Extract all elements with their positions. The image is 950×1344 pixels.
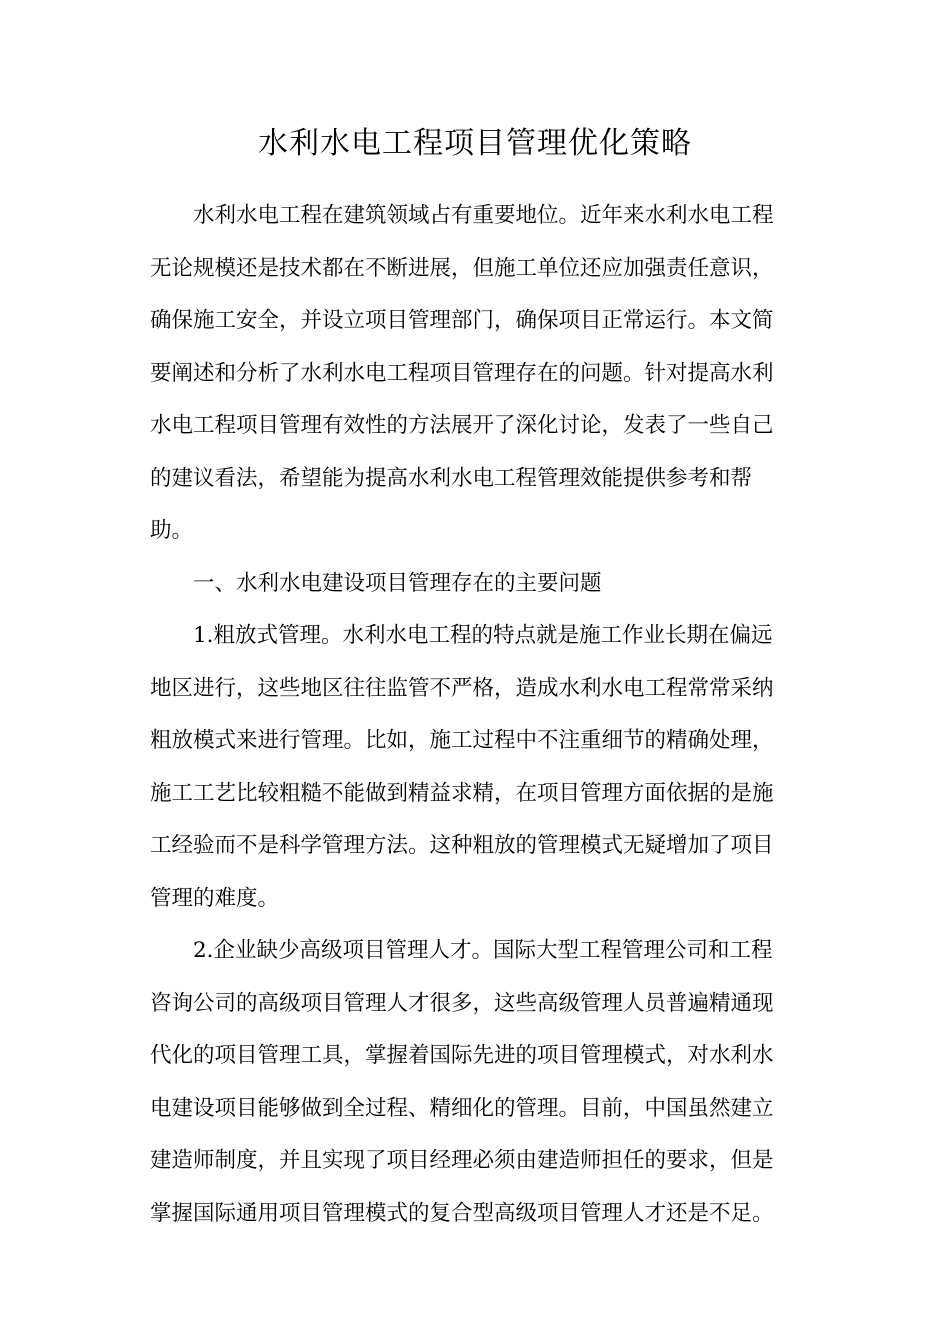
text-line: 地区进行，这些地区往往监管不严格，造成水利水电工程常常采纳 — [150, 675, 774, 701]
text-line: 咨询公司的高级项目管理人才很多，这些高级管理人员普遍精通现 — [150, 990, 774, 1016]
text-line: 工经验而不是科学管理方法。这种粗放的管理模式无疑增加了项目 — [150, 833, 774, 858]
text-line: 1.粗放式管理。水利水电工程的特点就是施工作业长期在偏远 — [193, 623, 773, 648]
text-line: 电建设项目能够做到全过程、精细化的管理。目前，中国虽然建立 — [150, 1095, 774, 1121]
item-paragraph-1 — [150, 610, 800, 925]
text-line: 助。 — [150, 518, 194, 543]
text-line: 水电工程项目管理有效性的方法展开了深化讨论，发表了一些自己 — [150, 413, 774, 438]
text-line: 2.企业缺少高级项目管理人才。国际大型工程管理公司和工程 — [193, 938, 773, 963]
text-line: 一、水利水电建设项目管理存在的主要问题 — [193, 570, 602, 596]
text-line: 确保施工安全，并设立项目管理部门，确保项目正常运行。本文简 — [150, 308, 774, 333]
text-line: 无论规模还是技术都在不断进展，但施工单位还应加强责任意识， — [150, 255, 774, 281]
text-line: 水利水电工程在建筑领域占有重要地位。近年来水利水电工程 — [193, 203, 774, 228]
item-paragraph-2 — [150, 925, 800, 1240]
text-line: 建造师制度，并且实现了项目经理必须由建造师担任的要求，但是 — [150, 1148, 774, 1173]
intro-paragraph — [150, 190, 800, 558]
text-line: 掌握国际通用项目管理模式的复合型高级项目管理人才还是不足。 — [150, 1200, 774, 1226]
text-line: 要阐述和分析了水利水电工程项目管理存在的问题。针对提高水利 — [150, 360, 774, 386]
text-line: 粗放模式来进行管理。比如，施工过程中不注重细节的精确处理， — [150, 728, 774, 753]
section-heading — [150, 558, 800, 611]
document-title: 水利水电工程项目管理优化策略 — [258, 126, 692, 161]
text-line: 施工工艺比较粗糙不能做到精益求精，在项目管理方面依据的是施 — [150, 780, 774, 806]
document-body — [150, 190, 800, 1240]
text-line: 的建议看法，希望能为提高水利水电工程管理效能提供参考和帮 — [150, 465, 753, 491]
text-line: 代化的项目管理工具，掌握着国际先进的项目管理模式，对水利水 — [150, 1043, 774, 1068]
text-line: 管理的难度。 — [150, 885, 280, 911]
